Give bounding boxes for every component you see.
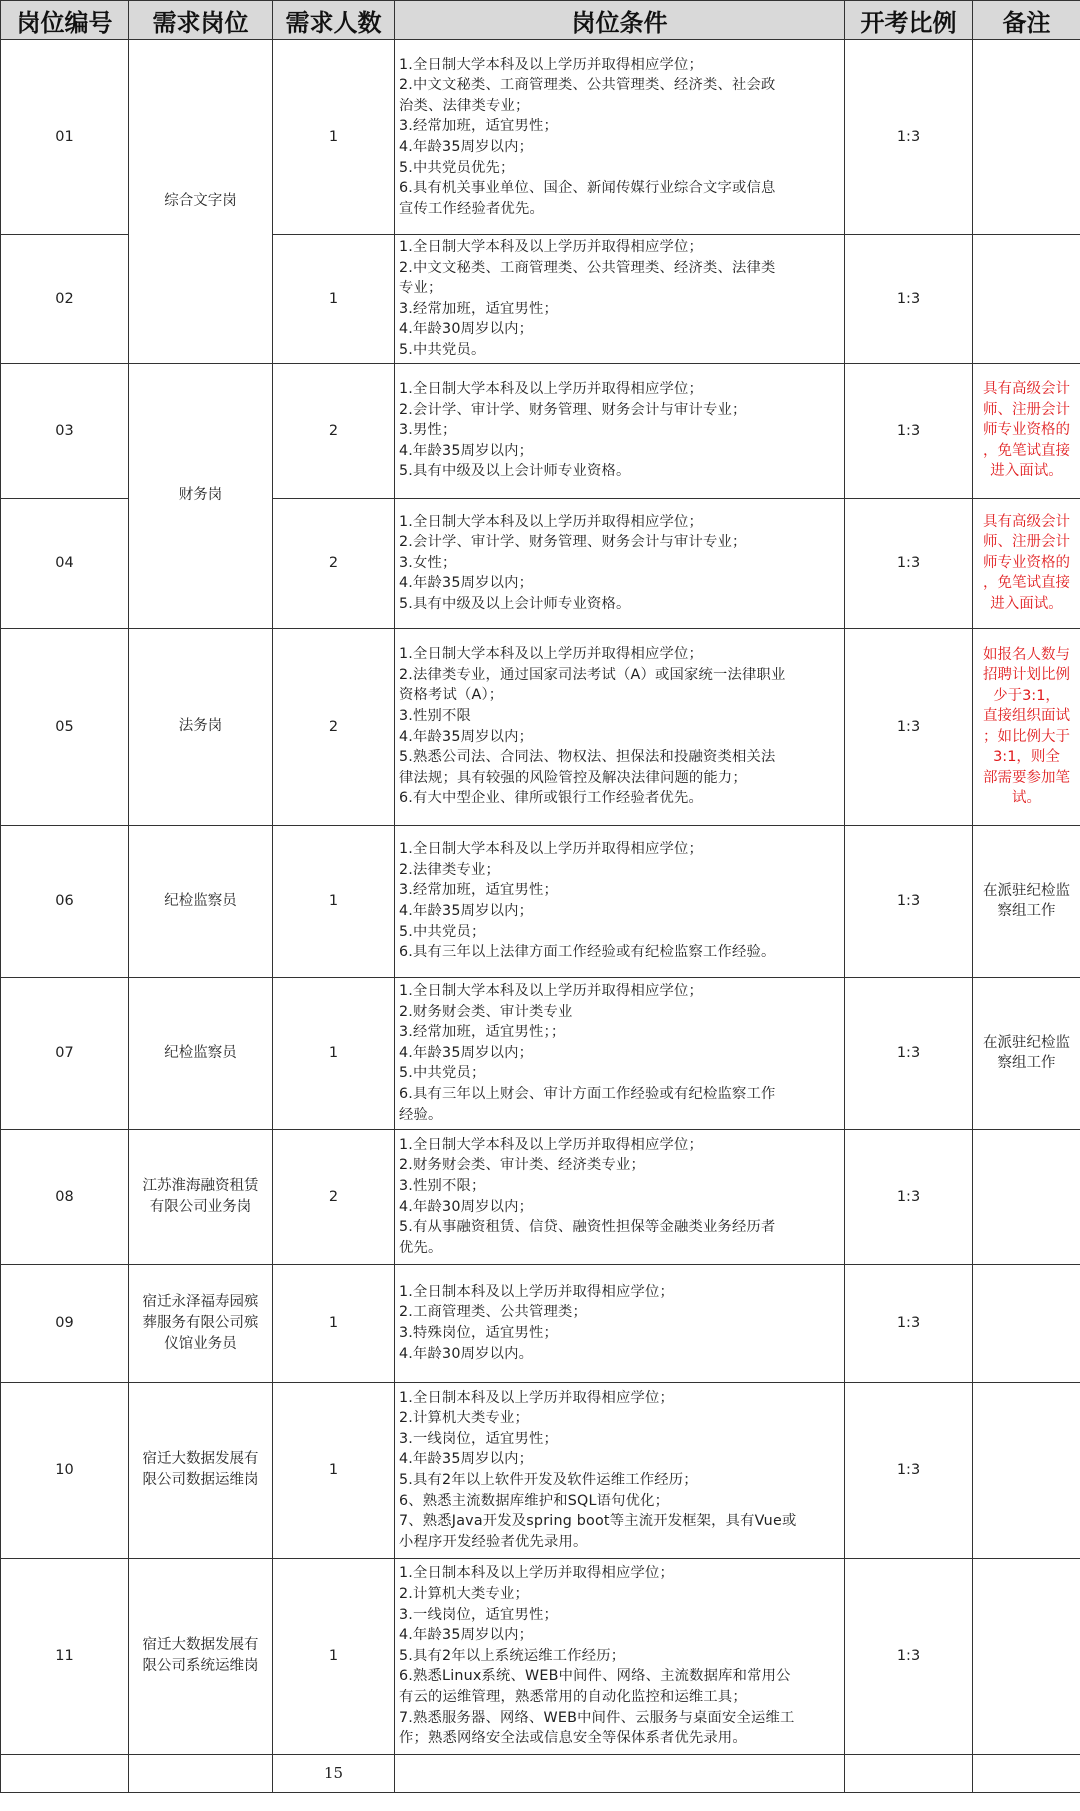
condition-line: 2.财务财会类、审计类、经济类专业； (399, 1157, 645, 1174)
position-note (973, 235, 1080, 364)
condition-line: 1.全日制大学本科及以上学历并取得相应学位； (399, 239, 703, 255)
condition-line: 3.经常加班，适宜男性； (399, 882, 559, 899)
condition-line: 4.年龄35周岁以内； (399, 903, 534, 920)
note-line: 直接组织面试 (983, 708, 1070, 725)
table-row (1, 40, 1080, 235)
condition-line: 4.年龄35周岁以内； (399, 1044, 534, 1061)
position-count: 1 (273, 1264, 395, 1382)
note-line: 进入面试。 (990, 463, 1063, 480)
condition-line: 1.全日制大学本科及以上学历并取得相应学位； (399, 56, 703, 73)
position-conditions (395, 825, 845, 977)
condition-line: 5.中共党员； (399, 1065, 486, 1082)
condition-line: 有云的运维管理，熟悉常用的自动化监控和运维工具； (399, 1688, 747, 1705)
header-count: 需求人数 (273, 1, 395, 40)
header-position-id: 岗位编号 (1, 1, 129, 40)
condition-line: 4.年龄35周岁以内； (399, 442, 534, 459)
condition-line: 小程序开发经验者优先录用。 (399, 1533, 588, 1550)
position-count: 1 (273, 1382, 395, 1558)
condition-line: 1.全日制大学本科及以上学历并取得相应学位； (399, 381, 703, 398)
position-conditions (395, 1129, 845, 1264)
position-name (129, 1129, 273, 1264)
note-line: 试。 (1012, 790, 1041, 807)
exam-ratio: 1:3 (845, 363, 973, 498)
exam-ratio: 1:3 (845, 40, 973, 235)
position-count: 2 (273, 1129, 395, 1264)
condition-line: 5.中共党员优先； (399, 159, 515, 176)
table-row (1, 628, 1080, 825)
condition-line: 3.性别不限； (399, 1177, 486, 1194)
condition-line: 7.熟悉服务器、网络、WEB中间件、云服务与桌面安全运维工 (399, 1709, 795, 1726)
condition-line: 1.全日制本科及以上学历并取得相应学位； (399, 1283, 674, 1300)
note-line: 察组工作 (997, 1055, 1056, 1072)
condition-line: 4.年龄35周岁以内； (399, 1627, 534, 1644)
condition-line: 3.经常加班，适宜男性； (399, 300, 559, 317)
position-name: 财务岗 (129, 363, 273, 628)
header-position: 需求岗位 (129, 1, 273, 40)
exam-ratio: 1:3 (845, 1264, 973, 1382)
total-empty-ratio (845, 1754, 973, 1792)
position-name (129, 1558, 273, 1754)
position-note (973, 977, 1080, 1129)
note-line: 师专业资格的 (983, 422, 1070, 439)
position-name-line: 宿迁大数据发展有 (142, 1637, 259, 1654)
table-row (1, 977, 1080, 1129)
exam-ratio: 1:3 (845, 825, 973, 977)
position-count: 2 (273, 628, 395, 825)
position-name (129, 1382, 273, 1558)
position-count: 1 (273, 40, 395, 235)
condition-line: 1.全日制大学本科及以上学历并取得相应学位； (399, 982, 703, 999)
position-count: 1 (273, 977, 395, 1129)
position-note (973, 1382, 1080, 1558)
position-name-line: 仪馆业务员 (164, 1335, 237, 1352)
condition-line: 4.年龄30周岁以内； (399, 1198, 534, 1215)
exam-ratio: 1:3 (845, 977, 973, 1129)
total-empty-note (973, 1754, 1080, 1792)
table-row (1, 1129, 1080, 1264)
condition-line: 1.全日制大学本科及以上学历并取得相应学位； (399, 841, 703, 858)
note-line: 具有高级会计 (983, 513, 1070, 530)
condition-line: 3.性别不限 (399, 707, 472, 724)
condition-line: 6.熟悉Linux系统、WEB中间件、网络、主流数据库和常用公 (399, 1668, 791, 1685)
total-count: 15 (273, 1754, 395, 1792)
position-note (973, 628, 1080, 825)
position-name-line: 宿迁大数据发展有 (142, 1451, 259, 1468)
position-conditions (395, 40, 845, 235)
condition-line: 2.中文文秘类、工商管理类、公共管理类、经济类、法律类 (399, 259, 776, 276)
condition-line: 5.具有中级及以上会计师专业资格。 (399, 595, 631, 612)
note-line: 师、注册会计 (983, 534, 1070, 551)
condition-line: 优先。 (399, 1239, 443, 1256)
condition-line: 4.年龄35周岁以内； (399, 1451, 534, 1468)
table-row (1, 363, 1080, 498)
note-line: 在派驻纪检监 (983, 1034, 1070, 1051)
table-row (1, 1264, 1080, 1382)
condition-line: 7、熟悉Java开发及spring boot等主流开发框架，具有Vue或 (399, 1513, 797, 1530)
note-line: 招聘计划比例 (983, 667, 1070, 684)
condition-line: 作；熟悉网络安全法或信息安全等保体系者优先录用。 (399, 1730, 747, 1747)
condition-line: 5.有从事融资租赁、信贷、融资性担保等金融类业务经历者 (399, 1219, 776, 1236)
position-name: 纪检监察员 (129, 977, 273, 1129)
position-conditions (395, 1264, 845, 1382)
note-line: 如报名人数与 (983, 646, 1070, 663)
position-note (973, 1129, 1080, 1264)
position-note (973, 1558, 1080, 1754)
position-id: 10 (1, 1382, 129, 1558)
note-line: ，免笔试直接 (983, 575, 1070, 592)
exam-ratio: 1:3 (845, 1382, 973, 1558)
condition-line: 3.一线岗位，适宜男性； (399, 1430, 559, 1447)
condition-line: 2.法律类专业，通过国家司法考试（A）或国家统一法律职业 (399, 666, 786, 683)
condition-line: 5.中共党员； (399, 923, 486, 940)
note-line: 在派驻纪检监 (983, 882, 1070, 899)
position-count: 2 (273, 498, 395, 628)
position-conditions (395, 498, 845, 628)
total-empty-conditions (395, 1754, 845, 1792)
total-empty-position (129, 1754, 273, 1792)
condition-line: 宣传工作经验者优先。 (399, 200, 544, 217)
position-name (129, 1264, 273, 1382)
condition-line: 资格考试（A）； (399, 687, 504, 704)
condition-line: 2.财务财会类、审计类专业 (399, 1003, 573, 1020)
condition-line: 4.年龄35周岁以内； (399, 575, 534, 592)
condition-line: 2.中文文秘类、工商管理类、公共管理类、经济类、社会政 (399, 77, 776, 94)
table-body (1, 40, 1080, 1793)
position-id: 01 (1, 40, 129, 235)
condition-line: 1.全日制大学本科及以上学历并取得相应学位； (399, 1136, 703, 1153)
condition-line: 3.女性； (399, 554, 457, 571)
position-id: 07 (1, 977, 129, 1129)
condition-line: 6.具有三年以上法律方面工作经验或有纪检监察工作经验。 (399, 944, 776, 961)
note-line: 3:1，则全 (993, 749, 1060, 766)
condition-line: 5.具有中级及以上会计师专业资格。 (399, 463, 631, 480)
position-name-line: 宿迁永泽福寿园殡 (142, 1293, 259, 1310)
position-id: 08 (1, 1129, 129, 1264)
condition-line: 5.中共党员。 (399, 341, 486, 358)
condition-line: 1.全日制本科及以上学历并取得相应学位； (399, 1565, 674, 1582)
condition-line: 4.年龄35周岁以内； (399, 728, 534, 745)
header-conditions: 岗位条件 (395, 1, 845, 40)
position-conditions (395, 235, 845, 364)
total-empty-id (1, 1754, 129, 1792)
exam-ratio: 1:3 (845, 1558, 973, 1754)
position-count: 2 (273, 363, 395, 498)
condition-line: 5.具有2年以上软件开发及软件运维工作经历； (399, 1472, 698, 1489)
condition-line: 经验。 (399, 1106, 443, 1123)
condition-line: 2.法律类专业； (399, 861, 501, 878)
position-count: 1 (273, 825, 395, 977)
position-id: 04 (1, 498, 129, 628)
table-row (1, 825, 1080, 977)
position-conditions (395, 1382, 845, 1558)
condition-line: 2.会计学、审计学、财务管理、财务会计与审计专业； (399, 534, 747, 551)
position-conditions (395, 1558, 845, 1754)
position-id: 03 (1, 363, 129, 498)
position-name-line: 江苏淮海融资租赁 (142, 1177, 259, 1194)
position-name-line: 葬服务有限公司殡 (142, 1314, 259, 1331)
condition-line: 1.全日制大学本科及以上学历并取得相应学位； (399, 646, 703, 663)
position-id: 02 (1, 235, 129, 364)
condition-line: 律法规；具有较强的风险管控及解决法律问题的能力； (399, 769, 747, 786)
position-conditions (395, 628, 845, 825)
position-conditions (395, 363, 845, 498)
position-note (973, 1264, 1080, 1382)
condition-line: 专业； (399, 280, 443, 297)
header-note: 备注 (973, 1, 1080, 40)
note-line: ，免笔试直接 (983, 442, 1070, 459)
position-name: 法务岗 (129, 628, 273, 825)
header-row (1, 1, 1080, 40)
note-line: 师、注册会计 (983, 401, 1070, 418)
position-id: 05 (1, 628, 129, 825)
position-name-line: 有限公司业务岗 (149, 1198, 252, 1215)
note-line: 具有高级会计 (983, 381, 1070, 398)
exam-ratio: 1:3 (845, 1129, 973, 1264)
position-conditions (395, 977, 845, 1129)
header-ratio: 开考比例 (845, 1, 973, 40)
position-id: 06 (1, 825, 129, 977)
table-row (1, 1382, 1080, 1558)
condition-line: 6.具有机关事业单位、国企、新闻传媒行业综合文字或信息 (399, 180, 776, 197)
condition-line: 2.工商管理类、公共管理类； (399, 1304, 588, 1321)
condition-line: 2.计算机大类专业； (399, 1585, 530, 1602)
position-count: 1 (273, 235, 395, 364)
condition-line: 2.计算机大类专业； (399, 1410, 530, 1427)
condition-line: 6.具有三年以上财会、审计方面工作经验或有纪检监察工作 (399, 1085, 776, 1102)
position-name-line: 限公司系统运维岗 (142, 1658, 259, 1675)
condition-line: 3.经常加班，适宜男性；； (399, 1024, 566, 1041)
condition-line: 4.年龄30周岁以内； (399, 321, 534, 338)
condition-line: 3.一线岗位，适宜男性； (399, 1606, 559, 1623)
condition-line: 6、熟悉主流数据库维护和SQL语句优化； (399, 1492, 670, 1509)
note-line: ；如比例大于 (983, 728, 1070, 745)
position-note (973, 498, 1080, 628)
condition-line: 5.熟悉公司法、合同法、物权法、担保法和投融资类相关法 (399, 749, 776, 766)
position-id: 09 (1, 1264, 129, 1382)
condition-line: 6.有大中型企业、律所或银行工作经验者优先。 (399, 790, 703, 807)
condition-line: 1.全日制大学本科及以上学历并取得相应学位； (399, 513, 703, 530)
note-line: 少于3:1， (993, 687, 1060, 704)
condition-line: 3.经常加班，适宜男性； (399, 118, 559, 135)
note-line: 师专业资格的 (983, 554, 1070, 571)
note-line: 部需要参加笔 (983, 769, 1070, 786)
exam-ratio: 1:3 (845, 498, 973, 628)
position-count: 1 (273, 1558, 395, 1754)
note-line: 察组工作 (997, 903, 1056, 920)
condition-line: 5.具有2年以上系统运维工作经历； (399, 1647, 626, 1664)
condition-line: 1.全日制本科及以上学历并取得相应学位； (399, 1389, 674, 1406)
condition-line: 4.年龄30周岁以内。 (399, 1345, 534, 1362)
condition-line: 3.特殊岗位，适宜男性； (399, 1325, 559, 1342)
condition-line: 2.会计学、审计学、财务管理、财务会计与审计专业； (399, 401, 747, 418)
position-note (973, 40, 1080, 235)
note-line: 进入面试。 (990, 595, 1063, 612)
table-row (1, 1558, 1080, 1754)
exam-ratio: 1:3 (845, 235, 973, 364)
total-row (1, 1754, 1080, 1792)
position-id: 11 (1, 1558, 129, 1754)
position-name-line: 限公司数据运维岗 (142, 1472, 259, 1489)
condition-line: 4.年龄35周岁以内； (399, 139, 534, 155)
position-name: 综合文字岗 (129, 40, 273, 364)
condition-line: 治类、法律类专业； (399, 97, 530, 114)
position-name: 纪检监察员 (129, 825, 273, 977)
position-note (973, 825, 1080, 977)
exam-ratio: 1:3 (845, 628, 973, 825)
condition-line: 3.男性； (399, 422, 457, 439)
position-note (973, 363, 1080, 498)
